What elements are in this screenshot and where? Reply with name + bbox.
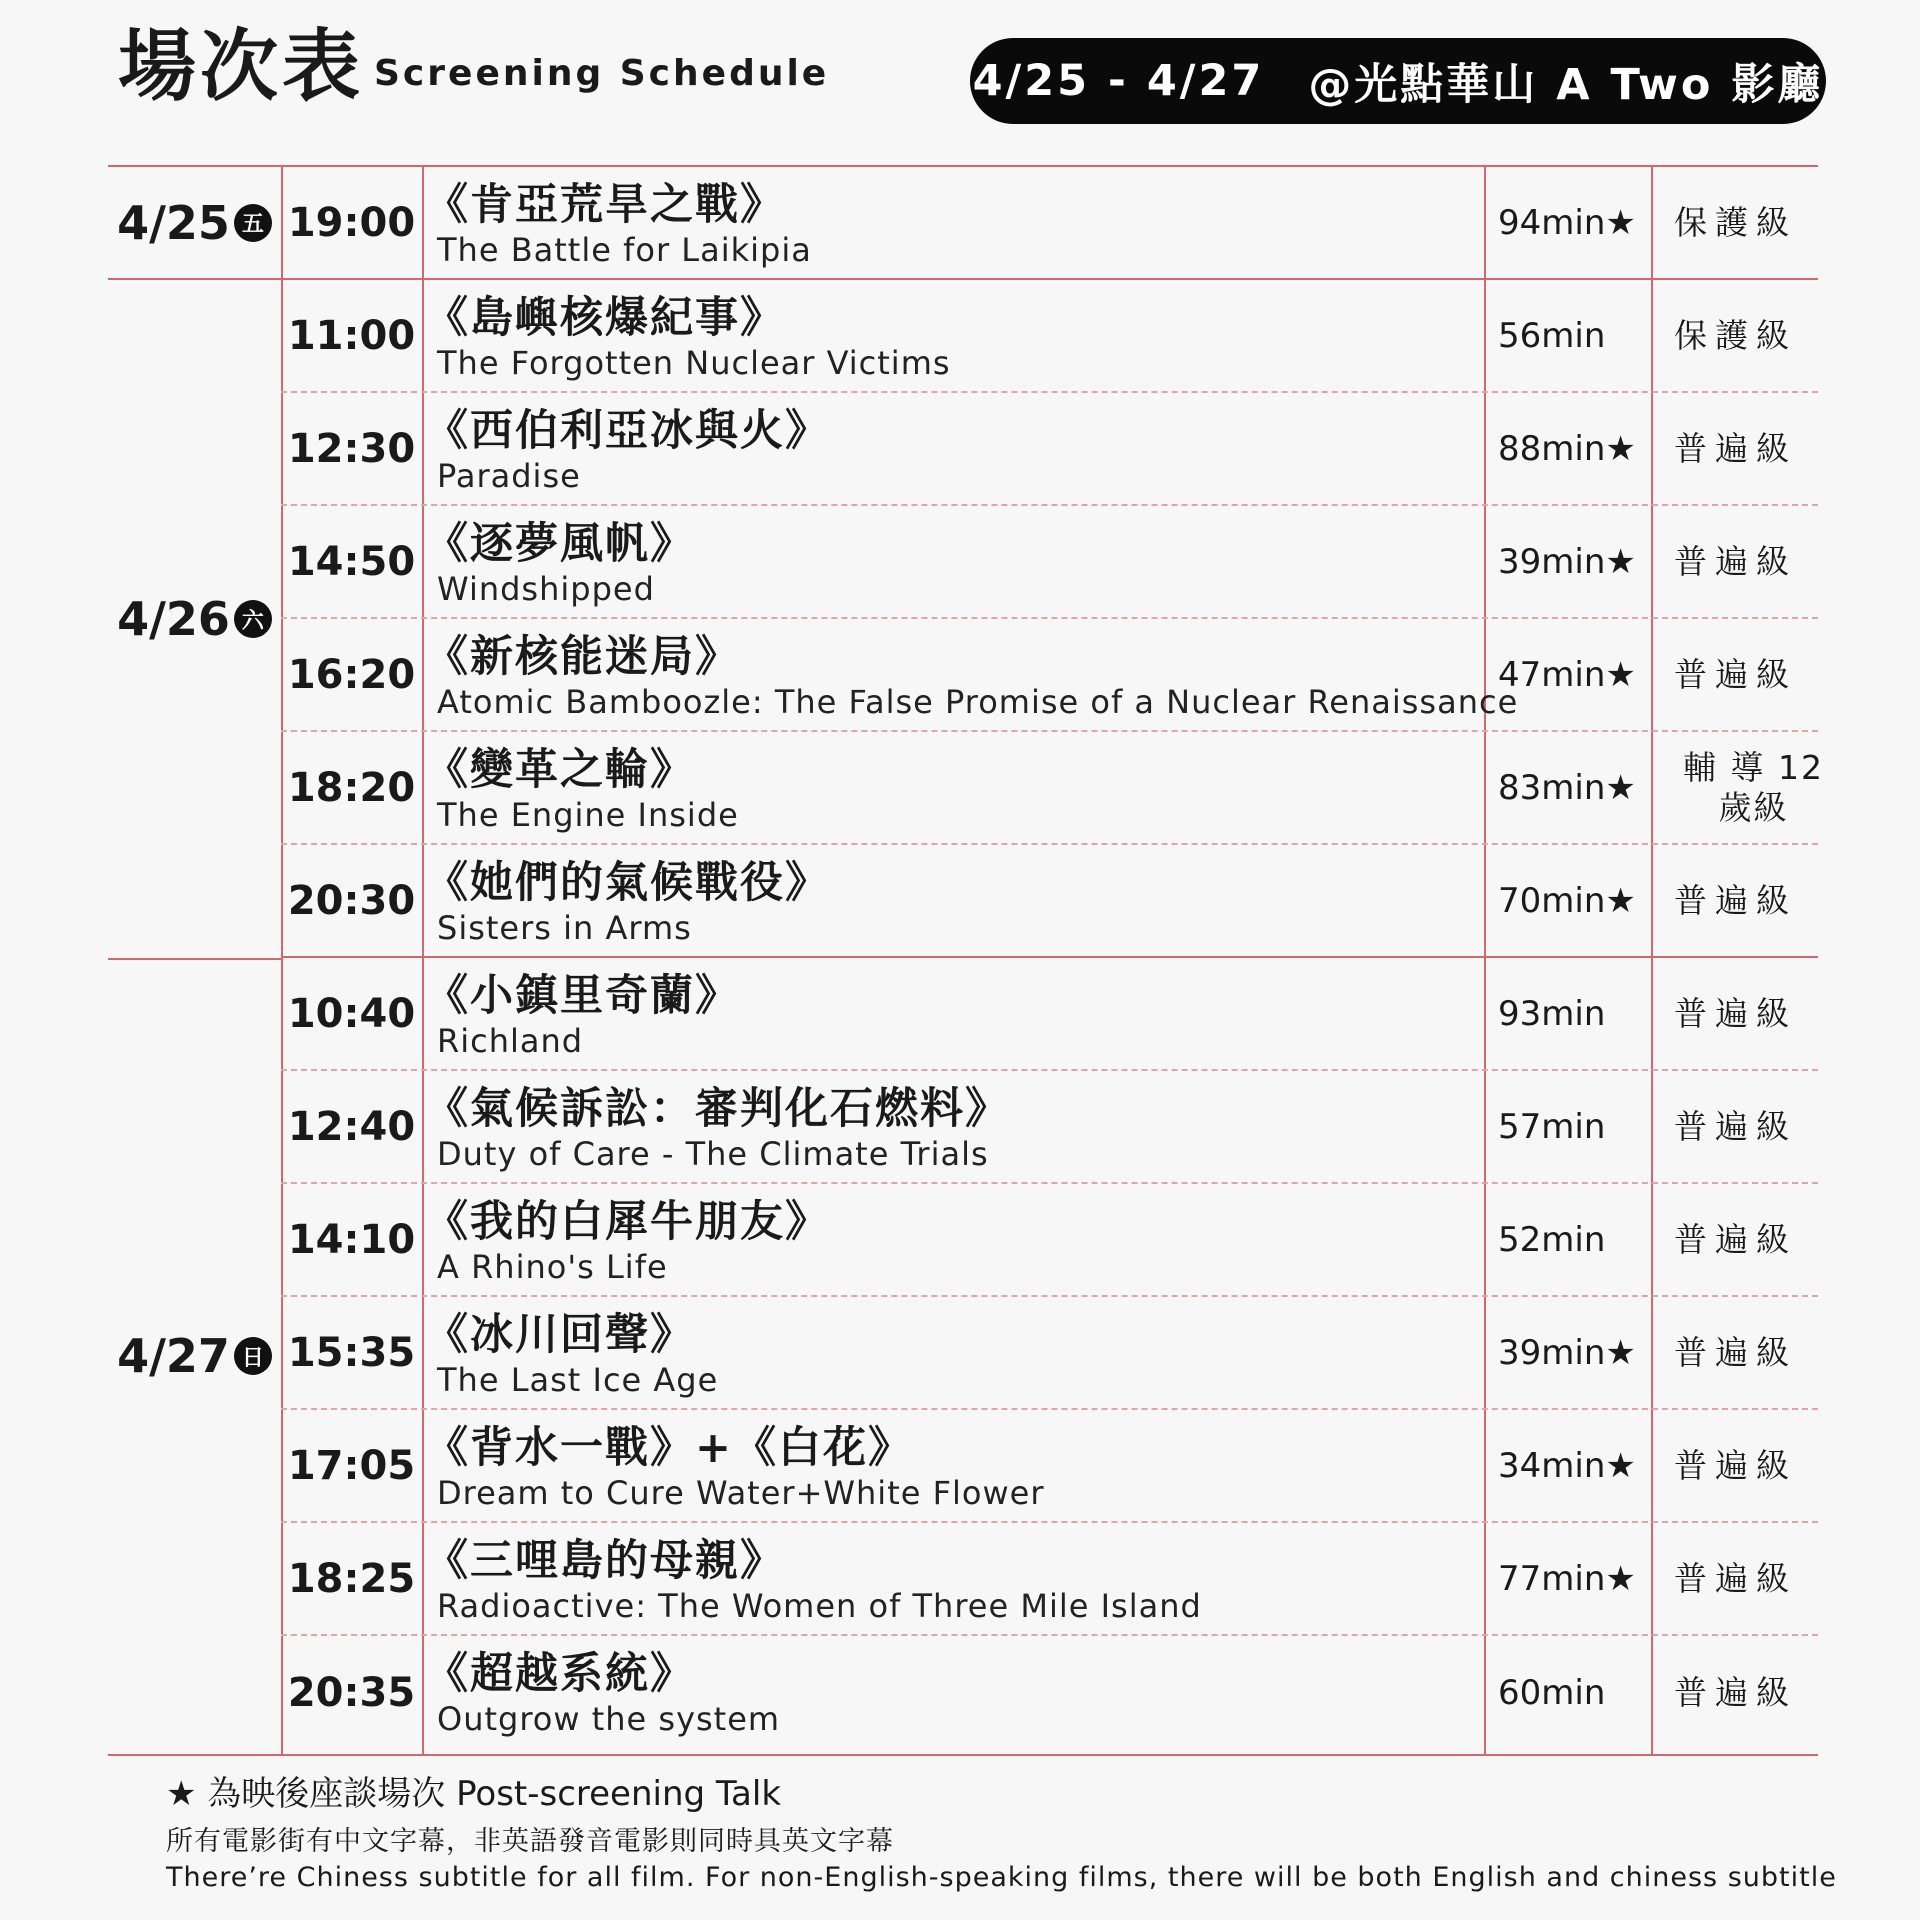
- film-rating: 普遍級: [1674, 993, 1797, 1033]
- table-row: [281, 167, 1818, 280]
- screening-time: 18:20: [287, 764, 416, 811]
- date-cell: [108, 960, 281, 1752]
- weekday-badge: 六: [234, 600, 272, 638]
- table-row: [281, 1297, 1818, 1410]
- date-cell: [108, 167, 281, 280]
- film-title-zh: 《冰川回聲》: [425, 1310, 695, 1360]
- film-title-en: Sisters in Arms: [437, 909, 692, 947]
- film-title-zh: 《三哩島的母親》: [425, 1536, 785, 1586]
- film-title: [425, 1648, 1477, 1738]
- film-title: [425, 1196, 1477, 1286]
- film-title-zh: 《小鎮里奇蘭》: [425, 971, 740, 1021]
- table-row: [281, 280, 1818, 393]
- table-row: [281, 619, 1818, 732]
- film-title: [425, 1083, 1477, 1173]
- screening-time: 12:40: [287, 1103, 416, 1150]
- film-rating: 普遍級: [1674, 541, 1797, 581]
- screening-time: 20:35: [287, 1669, 416, 1716]
- venue-badge: [970, 38, 1826, 124]
- film-rating: 普遍級: [1674, 428, 1797, 468]
- film-duration: 94min★: [1498, 202, 1636, 243]
- table-row: [281, 1410, 1818, 1523]
- film-title-en: A Rhino's Life: [437, 1248, 668, 1286]
- film-duration: 39min★: [1498, 1332, 1636, 1373]
- weekday-badge: 五: [234, 204, 272, 242]
- table-row: [281, 845, 1818, 958]
- film-title-en: Atomic Bamboozle: The False Promise of a Nuclear Renaissance: [437, 683, 1519, 721]
- film-duration: 70min★: [1498, 880, 1636, 921]
- film-rating: 普遍級: [1674, 654, 1797, 694]
- subtitle-note-en: There’re Chiness subtitle for all film. For non-English-speaking films, there will be both English and chiness subtitle: [166, 1862, 1837, 1893]
- subtitle-note-zh: 所有電影街有中文字幕，非英語發音電影則同時具英文字幕: [166, 1826, 894, 1857]
- film-rating: 普遍級: [1674, 1332, 1797, 1372]
- film-title-en: The Battle for Laikipia: [437, 231, 812, 269]
- film-title-en: Outgrow the system: [437, 1700, 781, 1738]
- film-duration: 57min: [1498, 1106, 1606, 1147]
- film-duration: 83min★: [1498, 767, 1636, 808]
- film-title: [425, 857, 1477, 947]
- film-title-en: The Last Ice Age: [437, 1361, 719, 1399]
- footnotes: [166, 1772, 1837, 1896]
- screening-time: 19:00: [287, 199, 416, 246]
- film-title-en: Radioactive: The Women of Three Mile Island: [437, 1587, 1202, 1625]
- film-rating: 保護級: [1674, 202, 1797, 242]
- screening-time: 11:00: [287, 312, 416, 359]
- film-title: [425, 1422, 1477, 1512]
- date-label: 4/25: [117, 195, 230, 250]
- film-rating: 普遍級: [1674, 880, 1797, 920]
- page-subtitle: Screening Schedule: [374, 53, 830, 94]
- film-title-zh: 《島嶼核爆紀事》: [425, 293, 785, 343]
- screening-time: 16:20: [287, 651, 416, 698]
- film-title: [425, 292, 1477, 382]
- film-title-en: Dream to Cure Water+White Flower: [437, 1474, 1045, 1512]
- film-duration: 34min★: [1498, 1445, 1636, 1486]
- weekday-badge: 日: [234, 1337, 272, 1375]
- film-title-zh: 《超越系統》: [425, 1649, 695, 1699]
- date-label: 4/26: [117, 592, 230, 646]
- film-rating: 普遍級: [1674, 1445, 1797, 1485]
- screening-time: 15:35: [287, 1329, 416, 1376]
- film-duration: 93min: [1498, 993, 1606, 1034]
- film-title-en: Windshipped: [437, 570, 655, 608]
- film-title-en: The Forgotten Nuclear Victims: [437, 344, 951, 382]
- table-row: [281, 1636, 1818, 1749]
- film-duration: 47min★: [1498, 654, 1636, 695]
- table-row: [281, 1071, 1818, 1184]
- film-title-zh: 《我的白犀牛朋友》: [425, 1197, 830, 1247]
- table-row: [281, 1523, 1818, 1636]
- film-title: [425, 744, 1477, 834]
- screening-time: 12:30: [287, 425, 416, 472]
- film-title-zh: 《她們的氣候戰役》: [425, 858, 830, 908]
- film-title-zh: 《肯亞荒旱之戰》: [425, 180, 785, 230]
- film-title-en: Richland: [437, 1022, 584, 1060]
- film-title: [425, 1535, 1477, 1625]
- film-rating: 普遍級: [1674, 1672, 1797, 1712]
- film-title: [425, 179, 1477, 269]
- date-cell: [108, 280, 281, 960]
- table-row: [281, 506, 1818, 619]
- post-screening-talk-note: ★ 為映後座談場次 Post-screening Talk: [166, 1774, 782, 1814]
- film-duration: 39min★: [1498, 541, 1636, 582]
- screening-time: 17:05: [287, 1442, 416, 1489]
- film-title: [425, 970, 1477, 1060]
- film-title: [425, 631, 1519, 721]
- screening-time: 18:25: [287, 1555, 416, 1602]
- film-title-zh: 《新核能迷局》: [425, 632, 740, 682]
- film-title-zh: 《西伯利亞冰與火》: [425, 406, 830, 456]
- venue-name: @光點華山 A Two 影廳: [1308, 59, 1824, 110]
- film-title-en: The Engine Inside: [437, 796, 739, 834]
- film-title-zh: 《變革之輪》: [425, 745, 695, 795]
- film-duration: 77min★: [1498, 1558, 1636, 1599]
- film-rating: 普遍級: [1674, 1106, 1797, 1146]
- screening-time: 20:30: [287, 877, 416, 924]
- table-row: [281, 732, 1824, 845]
- schedule-table: [108, 165, 1824, 1756]
- film-rating: 保護級: [1674, 315, 1797, 355]
- film-duration: 88min★: [1498, 428, 1636, 469]
- film-title-zh: 《逐夢風帆》: [425, 519, 695, 569]
- film-rating: 普遍級: [1674, 1219, 1797, 1259]
- table-row: [281, 1184, 1818, 1297]
- film-title-zh: 《氣候訴訟：審判化石燃料》: [425, 1084, 1010, 1134]
- page-title: 場次表: [118, 22, 365, 112]
- film-title: [425, 405, 1477, 495]
- film-title-zh: 《背水一戰》+《白花》: [425, 1423, 914, 1473]
- table-row: [281, 958, 1818, 1071]
- date-label: 4/27: [117, 1329, 230, 1383]
- film-rating: 輔 導 12歲級: [1683, 747, 1824, 827]
- screening-time: 14:10: [287, 1216, 416, 1263]
- film-title-en: Paradise: [437, 457, 581, 495]
- film-title: [425, 518, 1477, 608]
- screening-time: 10:40: [287, 990, 416, 1037]
- film-duration: 52min: [1498, 1219, 1606, 1260]
- screening-time: 14:50: [287, 538, 416, 585]
- venue-dates: 4/25 - 4/27: [972, 56, 1265, 106]
- film-duration: 60min: [1498, 1672, 1606, 1713]
- film-title-en: Duty of Care - The Climate Trials: [437, 1135, 989, 1173]
- table-row: [281, 393, 1818, 506]
- film-duration: 56min: [1498, 315, 1606, 356]
- film-rating: 普遍級: [1674, 1558, 1797, 1598]
- film-title: [425, 1309, 1477, 1399]
